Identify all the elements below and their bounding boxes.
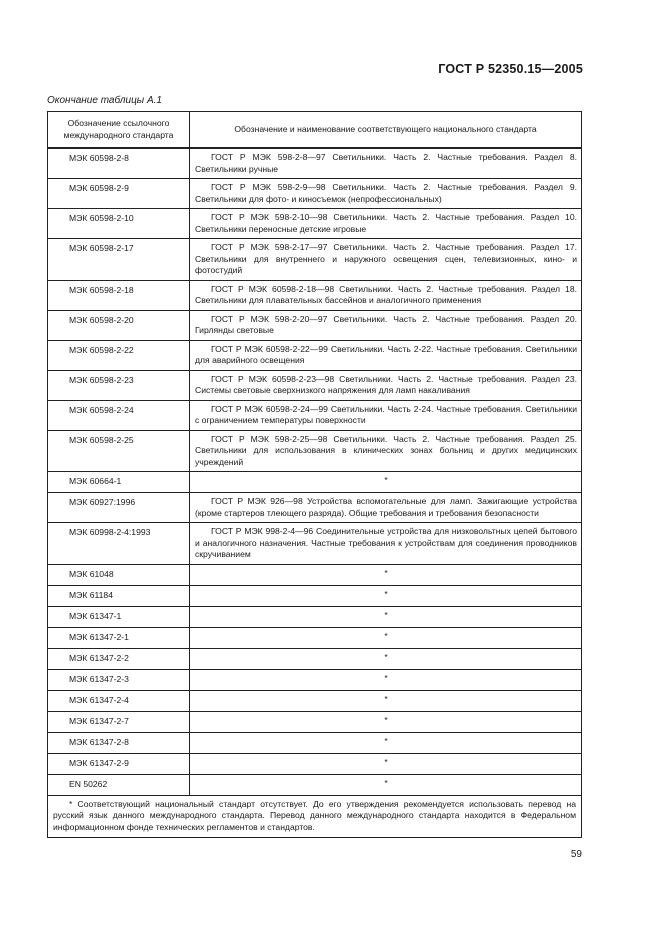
table-row: [48, 340, 582, 370]
national-standard-description: [190, 209, 582, 239]
national-standard-description: [190, 280, 582, 310]
table-row: [48, 523, 582, 565]
no-national-standard-mark: *: [190, 606, 582, 627]
no-national-standard-mark: *: [190, 690, 582, 711]
international-standard-code: МЭК 61048: [48, 564, 190, 585]
table-row: [48, 493, 582, 523]
no-national-standard-mark: *: [190, 472, 582, 493]
no-national-standard-mark: *: [190, 648, 582, 669]
table-row: [48, 753, 582, 774]
table-row: [48, 280, 582, 310]
international-standard-code: МЭК 61184: [48, 585, 190, 606]
national-standard-description: [190, 148, 582, 179]
international-standard-code: МЭК 60927:1996: [48, 493, 190, 523]
no-national-standard-mark: *: [190, 669, 582, 690]
description-text: ГОСТ Р МЭК 998-2-4—96 Соединительные устройства для низковольтных цепей бытового и аналогичного назначения. Частные требования к устройствам для соединения проводников скручиванием: [195, 526, 577, 559]
international-standard-code: МЭК 61347-1: [48, 606, 190, 627]
national-standard-description: [190, 400, 582, 430]
table-row: [48, 690, 582, 711]
footnote: [48, 795, 582, 838]
national-standard-description: [190, 310, 582, 340]
international-standard-code: EN 50262: [48, 774, 190, 795]
table-row: [48, 732, 582, 753]
page-number: 59: [570, 849, 582, 860]
table-row: [48, 669, 582, 690]
no-national-standard-mark: *: [190, 564, 582, 585]
table-row: [48, 430, 582, 472]
description-text: ГОСТ Р МЭК 598-2-25—98 Светильники. Часть 2. Частные требования. Раздел 25. Светильники для использования в клинических зонах больниц и других медицинских учреждений: [195, 433, 577, 467]
no-national-standard-mark: *: [190, 585, 582, 606]
description-text: ГОСТ Р МЭК 598-2-20—97 Светильники. Часть 2. Частные требования. Раздел 20. Гирлянды световые: [195, 313, 577, 335]
national-standard-description: [190, 370, 582, 400]
international-standard-code: МЭК 61347-2-2: [48, 648, 190, 669]
international-standard-code: МЭК 60598-2-17: [48, 239, 190, 281]
table-row: [48, 774, 582, 795]
table-row: [48, 564, 582, 585]
national-standard-description: [190, 523, 582, 565]
footnote-text: * Соответствующий национальный стандарт отсутствует. До его утверждения рекомендуется использовать перевод на русский язык данного международного стандарта. Перевод данного международного стандарта находится в Федеральном информационном фонде технических регламентов и стандартов.: [53, 798, 576, 832]
international-standard-code: МЭК 61347-2-4: [48, 690, 190, 711]
international-standard-code: МЭК 60598-2-24: [48, 400, 190, 430]
description-text: ГОСТ Р МЭК 60598-2-18—98 Светильники. Часть 2. Частные требования. Раздел 18. Светильники для плавательных бассейнов и аналогичного применения: [195, 283, 577, 305]
document-code: ГОСТ Р 52350.15—2005: [438, 62, 583, 76]
international-standard-code: МЭК 61347-2-7: [48, 711, 190, 732]
description-text: ГОСТ Р МЭК 598-2-17—97 Светильники. Часть 2. Частные требования. Раздел 17. Светильники для внутреннего и наружного освещения сцен, телевизионных, кино- и фотостудий: [195, 242, 577, 275]
international-standard-code: МЭК 60598-2-25: [48, 430, 190, 472]
table-row: [48, 627, 582, 648]
table-row: [48, 400, 582, 430]
column-header-international: Обозначение ссылочного международного стандарта: [48, 112, 190, 149]
national-standard-description: [190, 179, 582, 209]
table-header-row: [48, 112, 582, 149]
table-body: [48, 148, 582, 795]
international-standard-code: МЭК 60598-2-10: [48, 209, 190, 239]
standards-table: [47, 111, 582, 838]
international-standard-code: МЭК 61347-2-9: [48, 753, 190, 774]
description-text: ГОСТ Р МЭК 598-2-9—98 Светильники. Часть 2. Частные требования. Раздел 9. Светильники для фото- и киносъемок (непрофессиональных): [195, 182, 577, 204]
table-row: [48, 148, 582, 179]
no-national-standard-mark: *: [190, 711, 582, 732]
table-row: [48, 472, 582, 493]
table-row: [48, 648, 582, 669]
international-standard-code: МЭК 60598-2-20: [48, 310, 190, 340]
international-standard-code: МЭК 60664-1: [48, 472, 190, 493]
table-row: [48, 239, 582, 281]
description-text: ГОСТ Р МЭК 60598-2-22—99 Светильники. Часть 2-22. Частные требования. Светильники для аварийного освещения: [195, 343, 577, 365]
national-standard-description: [190, 340, 582, 370]
description-text: ГОСТ Р МЭК 60598-2-23—98 Светильники. Часть 2. Частные требования. Раздел 23. Системы световые сверхнизкого напряжения для ламп накаливания: [195, 373, 577, 395]
international-standard-code: МЭК 60598-2-9: [48, 179, 190, 209]
international-standard-code: МЭК 60598-2-23: [48, 370, 190, 400]
international-standard-code: МЭК 61347-2-1: [48, 627, 190, 648]
international-standard-code: МЭК 60598-2-8: [48, 148, 190, 179]
national-standard-description: [190, 239, 582, 281]
no-national-standard-mark: *: [190, 732, 582, 753]
no-national-standard-mark: *: [190, 774, 582, 795]
table-row: [48, 370, 582, 400]
international-standard-code: МЭК 60598-2-18: [48, 280, 190, 310]
international-standard-code: МЭК 60598-2-22: [48, 340, 190, 370]
footnote-row: [48, 795, 582, 838]
description-text: ГОСТ Р МЭК 60598-2-24—99 Светильники. Часть 2-24. Частные требования. Светильники с ограничением температуры поверхности: [195, 403, 577, 425]
international-standard-code: МЭК 61347-2-3: [48, 669, 190, 690]
no-national-standard-mark: *: [190, 753, 582, 774]
no-national-standard-mark: *: [190, 627, 582, 648]
column-header-national: Обозначение и наименование соответствующего национального стандарта: [190, 112, 582, 149]
table-row: [48, 606, 582, 627]
description-text: ГОСТ Р МЭК 926—98 Устройства вспомогательные для ламп. Зажигающие устройства (кроме стартеров тлеющего разряда). Общие требования и требования безопасности: [195, 496, 577, 518]
national-standard-description: [190, 430, 582, 472]
international-standard-code: МЭК 61347-2-8: [48, 732, 190, 753]
table-caption: Окончание таблицы А.1: [47, 95, 162, 106]
table-row: [48, 711, 582, 732]
description-text: ГОСТ Р МЭК 598-2-10—98 Светильники. Часть 2. Частные требования. Раздел 10. Светильники переносные детские игровые: [195, 212, 577, 234]
national-standard-description: [190, 493, 582, 523]
table-row: [48, 585, 582, 606]
table-row: [48, 209, 582, 239]
table-row: [48, 310, 582, 340]
description-text: ГОСТ Р МЭК 598-2-8—97 Светильники. Часть 2. Частные требования. Раздел 8. Светильники ручные: [195, 152, 577, 174]
table-row: [48, 179, 582, 209]
international-standard-code: МЭК 60998-2-4:1993: [48, 523, 190, 565]
